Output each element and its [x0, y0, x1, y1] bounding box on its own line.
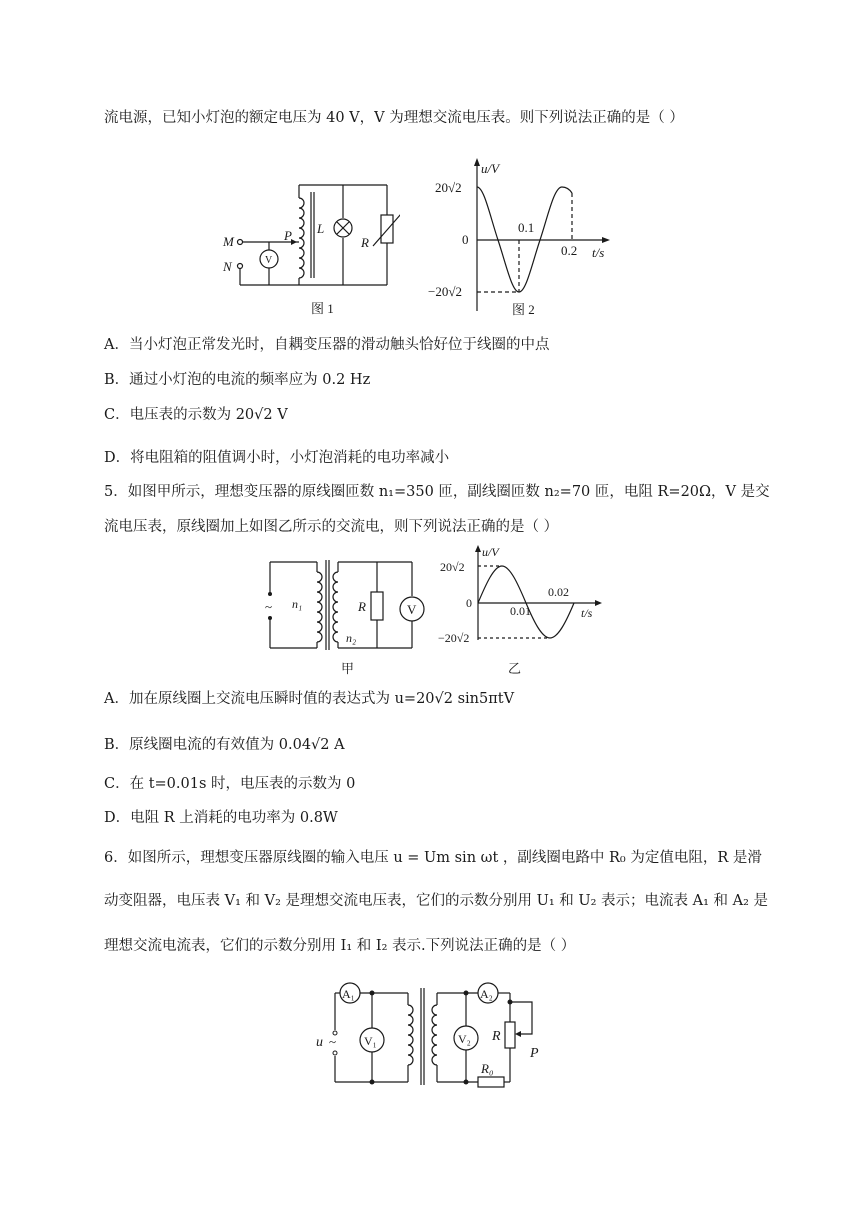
voltmeter-v1-label: V₁ — [364, 1034, 377, 1048]
fig1-caption: 图 1 — [311, 301, 334, 316]
label-P: P — [530, 1046, 539, 1061]
q4-fig2-graph — [420, 156, 620, 321]
q4-option-d: D．将电阻箱的阻值调小时，小灯泡消耗的电功率减小 — [104, 450, 450, 466]
x-axis-label: t/s — [581, 606, 593, 620]
ammeter-a1-label: A₁ — [342, 987, 355, 1001]
label-L: L — [317, 221, 325, 236]
y-axis-label: u/V — [481, 161, 500, 176]
intro-line: 流电源，已知小灯泡的额定电压为 40 V，V 为理想交流电压表。则下列说法正确的是（ ） — [104, 110, 684, 126]
q4-option-b: B．通过小灯泡的电流的频率应为 0.2 Hz — [104, 372, 371, 388]
q5-stem-line2: 流电压表，原线圈加上如图乙所示的交流电，则下列说法正确的是（ ） — [104, 519, 559, 535]
label-P: P — [284, 228, 292, 243]
y-zero-tick: 0 — [466, 596, 472, 610]
q5-fig-yi-graph — [438, 544, 608, 678]
label-R: R — [361, 235, 369, 250]
label-R: R — [358, 599, 366, 614]
y-axis-label: u/V — [482, 545, 499, 559]
q5-option-a: A．加在原线圈上交流电压瞬时值的表达式为 u=20√2 sin5πtV — [104, 691, 515, 707]
y-bottom-tick: −20√2 — [428, 284, 462, 299]
label-N: N — [223, 259, 232, 274]
ac-source-symbol: ~ — [329, 1034, 337, 1049]
y-zero-tick: 0 — [462, 232, 469, 247]
voltmeter-label: V — [407, 602, 417, 617]
q5-stem-line1: 5．如图甲所示，理想变压器的原线圈匝数 n₁=350 匝，副线圈匝数 n₂=70 匝，电阻 R=20Ω，V 是交 — [104, 484, 770, 500]
q5-option-c: C．在 t=0.01s 时，电压表的示数为 0 — [104, 776, 356, 792]
x-tick-2: 0.02 — [548, 585, 569, 599]
q6-stem-line3: 理想交流电流表，它们的示数分别用 I₁ 和 I₂ 表示.下列说法正确的是（ ） — [104, 938, 576, 954]
label-M: M — [223, 234, 234, 249]
voltmeter-v2-label: V₂ — [458, 1032, 471, 1046]
y-top-tick: 20√2 — [440, 560, 465, 574]
q4-option-a: A．当小灯泡正常发光时，自耦变压器的滑动触头恰好位于线圈的中点 — [104, 337, 550, 353]
y-top-tick: 20√2 — [435, 180, 462, 195]
label-n2: n₂ — [346, 631, 357, 645]
label-u: u — [316, 1035, 323, 1050]
x-tick-1: 0.01 — [510, 604, 531, 618]
fig-jia-caption: 甲 — [341, 661, 355, 676]
q6-stem-line1: 6．如图所示，理想变压器原线圈的输入电压 u = Um sin ωt ，副线圈电路中 R₀ 为定值电阻，R 是滑 — [104, 850, 762, 866]
label-R0: R₀ — [481, 1061, 494, 1076]
q5-option-d: D．电阻 R 上消耗的电功率为 0.8W — [104, 810, 338, 826]
voltmeter-label: V — [265, 255, 273, 266]
q5-fig-jia-circuit — [262, 556, 432, 678]
x-tick-2: 0.2 — [561, 243, 578, 258]
x-axis-label: t/s — [592, 245, 605, 260]
q4-fig1-circuit — [215, 178, 400, 323]
y-bottom-tick: −20√2 — [438, 631, 470, 645]
q6-circuit — [310, 978, 560, 1090]
x-tick-1: 0.1 — [518, 220, 535, 235]
fig2-caption: 图 2 — [512, 302, 535, 317]
fig-yi-caption: 乙 — [508, 661, 522, 676]
q4-option-c: C．电压表的示数为 20√2 V — [104, 407, 288, 423]
q6-stem-line2: 动变阻器，电压表 V₁ 和 V₂ 是理想交流电压表，它们的示数分别用 U₁ 和 U₂ 表示；电流表 A₁ 和 A₂ 是 — [104, 893, 769, 909]
q5-option-b: B．原线圈电流的有效值为 0.04√2 A — [104, 737, 345, 753]
ac-source-symbol: ~ — [265, 599, 273, 614]
ammeter-a2-label: A₂ — [480, 987, 493, 1001]
label-n1: n₁ — [292, 597, 303, 611]
label-R: R — [492, 1029, 501, 1044]
